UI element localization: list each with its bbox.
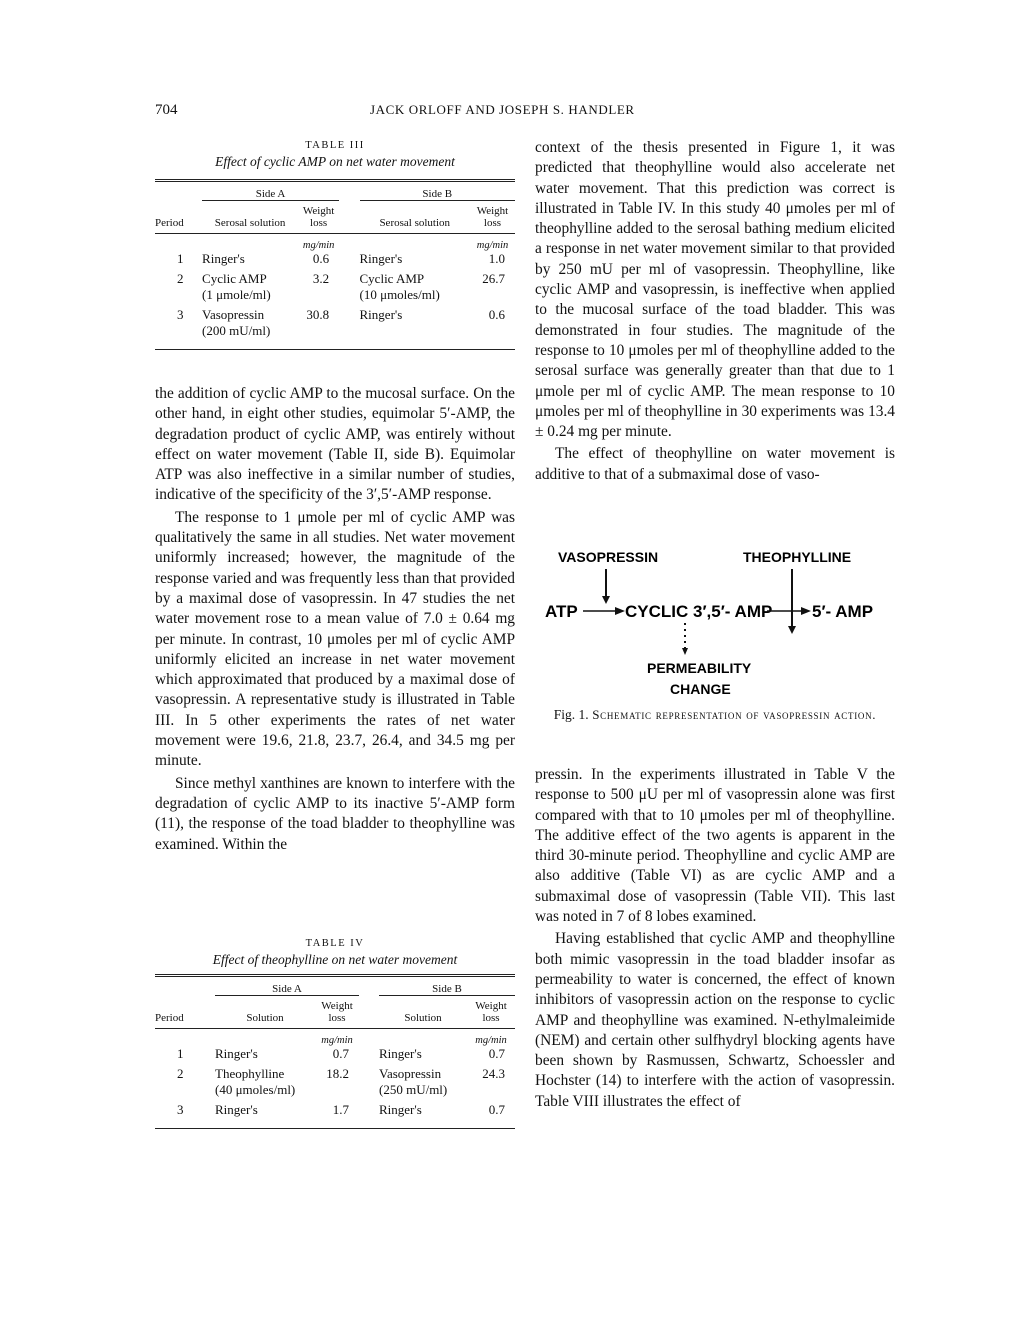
table-3-unit-b: mg/min xyxy=(476,240,509,251)
table-3-col-weight-b-1: Weight xyxy=(476,205,509,217)
figure-1-caption-text: Schematic representation of vasopressin action. xyxy=(592,707,877,722)
fig-label-theophylline: THEOPHYLLINE xyxy=(743,549,852,565)
table-3-grid xyxy=(155,179,515,350)
table-4-grid xyxy=(155,974,515,1129)
table-4-row2-b-weight: 24.3 xyxy=(482,1066,505,1081)
left-paragraph-2: The response to 1 μmole per ml of cyclic AMP was qualitatively the same in all studies. Net water movement uniformly increased; however, the magnitude of the response varied and was frequently less than that provided by a maximal dose of vasopressin. In 47 studies the net water movement rose to a mean value of 7.0 ± 0.64 mg per minute. In contrast, 10 μmoles per ml of cyclic AMP uniformly elicited an increase in net water movement which approximated that produced by a maximal dose of vasopressin. A representative study is illustrated in Table III. In 5 other experiments the rates of net water movement were 19.6, 21.8, 23.7, 26.4, and 34.5 mg per minute. xyxy=(155,508,515,770)
table-3-col-period: Period xyxy=(155,217,184,229)
table-4-col-weight-a-2: loss xyxy=(328,1012,346,1024)
table-3-title: TABLE III xyxy=(305,140,365,151)
table-row xyxy=(155,1062,515,1098)
table-row xyxy=(155,1046,515,1062)
table-4-title: TABLE IV xyxy=(305,938,365,949)
figure-1-caption xyxy=(535,706,895,725)
table-4-row2-b-solution: Vasopressin xyxy=(379,1066,442,1081)
fig-label-cyclic: CYCLIC 3′,5′- AMP xyxy=(625,602,773,621)
table-4-row3-period: 3 xyxy=(177,1102,184,1117)
figure-1-label: Fig. 1. xyxy=(553,707,589,722)
table-4-row3-b-solution: Ringer's xyxy=(379,1102,422,1117)
table-3-row3-b-weight: 0.6 xyxy=(488,307,505,322)
right-column-bottom xyxy=(535,765,895,1112)
vasopressin-arrow xyxy=(602,569,610,604)
right-paragraph-2: The effect of theophylline on water movement is additive to that of a submaximal dose of vaso- xyxy=(535,445,895,483)
table-3-row2-a-weight: 3.2 xyxy=(312,271,330,286)
table-4-unit-a: mg/min xyxy=(321,1035,353,1046)
table-4-row1-a-solution: Ringer's xyxy=(215,1046,258,1061)
page-header xyxy=(155,102,895,122)
table-3-row3-period: 3 xyxy=(177,307,184,322)
theophylline-inhibition-line xyxy=(788,569,796,634)
fig-label-permeability: PERMEABILITY xyxy=(647,660,752,676)
table-4-col-period: Period xyxy=(155,1012,184,1024)
table-3-row1-a-solution: Ringer's xyxy=(202,251,245,266)
table-4-row1-b-solution: Ringer's xyxy=(379,1046,422,1061)
table-3-row2-a-solution-sub: (1 μmole/ml) xyxy=(202,287,271,302)
right-paragraph-4: Having established that cyclic AMP and theophylline both mimic vasopressin in the toad bladder insofar as permeability to water is concerned, the effect of known inhibitors of vasopressin action on the response to cyclic AMP and theophylline was examined. N-ethylmaleimide (NEM) and certain other sulfhydryl blocking agents have been shown by Rasmussen, Schwartz, Schoessler and Hochster (14) to interfere with the action of vasopressin. Table VIII illustrates the effect of xyxy=(535,930,895,1110)
table-3-row2-a-solution: Cyclic AMP xyxy=(202,271,267,286)
table-3-row1-period: 1 xyxy=(177,251,184,266)
table-3-col-weight-a-1: Weight xyxy=(302,205,335,217)
table-3-col-weight-a-2: loss xyxy=(310,217,328,229)
fig-label-vasopressin: VASOPRESSIN xyxy=(558,549,659,565)
table-4-row1-period: 1 xyxy=(177,1046,184,1061)
table-4-col-weight-a-1: Weight xyxy=(321,1000,353,1012)
table-3-col-weight-b-2: loss xyxy=(483,217,502,229)
table-4-row2-a-solution: Theophylline xyxy=(215,1066,285,1081)
table-4-caption: Effect of theophylline on net water movement xyxy=(212,952,458,967)
table-4-side-b: Side B xyxy=(432,983,462,995)
figure-1-svg xyxy=(535,545,895,705)
left-column xyxy=(155,384,515,855)
left-paragraph-3: Since methyl xanthines are known to interfere with the degradation of cyclic AMP to its inactive 5′-AMP form (11), the response of the toad bladder to theophylline was examined. Within the xyxy=(155,774,515,853)
table-4-row3-b-weight: 0.7 xyxy=(488,1102,505,1117)
fig-label-5amp: 5′- AMP xyxy=(812,602,874,621)
table-3-row3-a-solution: Vasopressin xyxy=(202,307,265,322)
table-3-col-serosal-b: Serosal solution xyxy=(379,217,451,229)
table-3-row1-a-weight: 0.6 xyxy=(312,251,330,266)
table-3-row3-b-solution: Ringer's xyxy=(359,307,403,322)
table-4-row1-a-weight: 0.7 xyxy=(332,1046,349,1061)
table-row xyxy=(155,1098,515,1129)
table-4-row2-a-solution-sub: (40 μmoles/ml) xyxy=(215,1082,296,1097)
table-4-row3-a-solution: Ringer's xyxy=(215,1102,258,1117)
table-3-side-a: Side A xyxy=(255,188,286,200)
left-paragraph-1: the addition of cyclic AMP to the mucosal surface. On the other hand, in eight other studies, equimolar 5′-AMP, the degradation product of cyclic AMP, was entirely without effect on water movement (Table II, side B). Equimolar ATP was also ineffective in a similar number of studies, indicative of the specificity of the 3′,5′-AMP response. xyxy=(155,385,515,504)
figure-1-diagram xyxy=(535,545,895,705)
table-4-col-solution-b: Solution xyxy=(404,1012,442,1024)
page-number: 704 xyxy=(155,102,178,118)
table-3-row2-period: 2 xyxy=(177,271,184,286)
table-row xyxy=(155,303,515,350)
table-4-col-solution-a: Solution xyxy=(246,1012,284,1024)
running-head: JACK ORLOFF AND JOSEPH S. HANDLER xyxy=(370,102,635,117)
table-3-row3-a-weight: 30.8 xyxy=(306,307,330,322)
table-4-row1-b-weight: 0.7 xyxy=(488,1046,505,1061)
atp-to-cyclic-arrow xyxy=(583,607,625,615)
table-3-row1-b-solution: Ringer's xyxy=(359,251,403,266)
table-3-row1-b-weight: 1.0 xyxy=(488,251,505,266)
table-3-side-b: Side B xyxy=(422,188,453,200)
fig-label-atp: ATP xyxy=(545,602,578,621)
table-4-side-a: Side A xyxy=(272,983,302,995)
fig-label-change: CHANGE xyxy=(670,681,731,697)
table-4-row2-a-weight: 18.2 xyxy=(326,1066,349,1081)
table-4-row2-period: 2 xyxy=(177,1066,184,1081)
table-3-caption: Effect of cyclic AMP on net water movement xyxy=(215,154,455,169)
table-row xyxy=(155,267,515,303)
table-4-row2-b-solution-sub: (250 mU/ml) xyxy=(379,1082,448,1097)
table-3-row3-a-solution-sub: (200 mU/ml) xyxy=(202,323,271,338)
table-3-col-serosal-a: Serosal solution xyxy=(214,217,286,229)
right-paragraph-1: context of the thesis presented in Figure 1, it was predicted that theophylline would also accelerate net water movement. That this prediction was correct is illustrated in Table IV. In this study 40 μmoles per ml of theophylline added to the serosal bathing medium elicited a response in net water movement similar to that provided by 250 mU per ml of vasopressin. Theophylline, like cyclic AMP and vasopressin, is ineffective when applied to the mucosal surface of the toad bladder. This was demonstrated in four studies. The magnitude of the response to 10 μmoles per ml of theophylline added to the serosal surface was generally greater than that due to 1 μmole per ml of cyclic AMP. The mean response to 10 μmoles per ml of theophylline in 30 experiments was 13.4 ± 0.24 mg per minute. xyxy=(535,139,895,441)
right-column-top xyxy=(535,138,895,485)
table-3-unit-a: mg/min xyxy=(302,240,335,251)
table-3-row2-b-solution-sub: (10 μmoles/ml) xyxy=(359,287,440,302)
table-4-unit-b: mg/min xyxy=(475,1035,507,1046)
table-4-row3-a-weight: 1.7 xyxy=(332,1102,349,1117)
table-3-row2-b-weight: 26.7 xyxy=(482,271,505,286)
right-paragraph-3: pressin. In the experiments illustrated in Table V the response to 500 μU per ml of vasopressin alone was first compared with that to 10 μmoles per ml of theophylline. The additive effect of the two agents is apparent in the third 30-minute period. Theophylline and cyclic AMP are also additive (Table VI) as are cyclic AMP and a submaximal dose of vasopressin (Table VII). This last was noted in 7 of 8 lobes examined. xyxy=(535,766,895,926)
table-3-row2-b-solution: Cyclic AMP xyxy=(359,271,425,286)
table-4 xyxy=(155,938,515,1129)
table-4-col-weight-b-1: Weight xyxy=(475,1000,507,1012)
table-3 xyxy=(155,140,515,350)
permeability-dotted-arrow xyxy=(682,623,688,655)
table-4-col-weight-b-2: loss xyxy=(482,1012,500,1024)
cyclic-to-5amp-arrow xyxy=(767,607,811,615)
table-row xyxy=(155,251,515,267)
